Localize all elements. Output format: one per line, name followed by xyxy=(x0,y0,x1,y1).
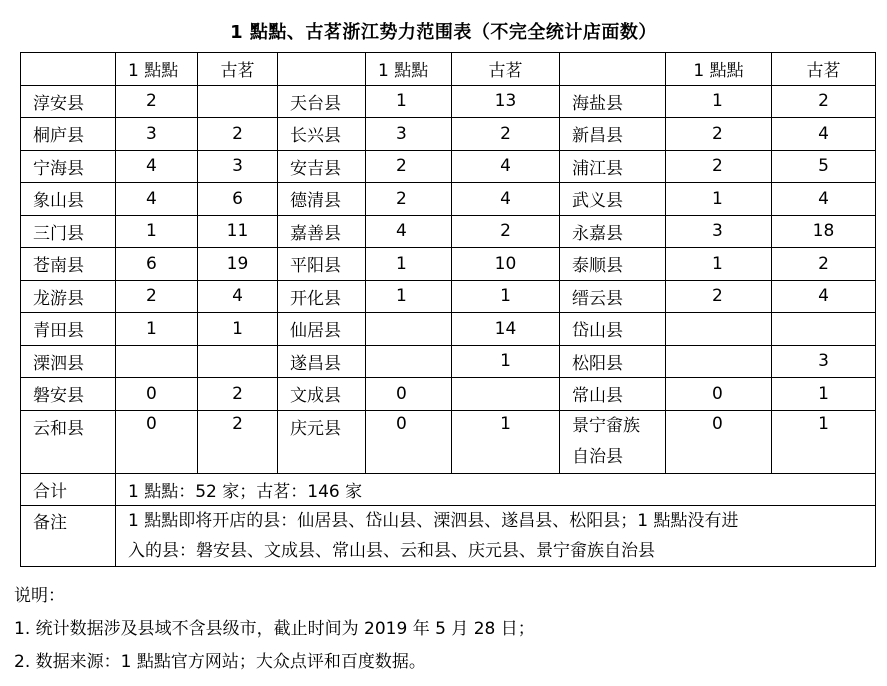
county-cell: 海盐县 xyxy=(560,85,666,118)
count-cell: 2 xyxy=(772,85,876,118)
notes-section xyxy=(14,580,535,679)
county-cell: 岱山县 xyxy=(560,313,666,346)
count-cell: 11 xyxy=(198,215,278,248)
total-value: 1 點點：52 家；古茗：146 家 xyxy=(116,473,876,506)
count-cell: 4 xyxy=(452,150,560,183)
count-cell: 4 xyxy=(772,183,876,216)
header-cell: 1 點點 xyxy=(116,53,198,86)
notes-heading: 说明： xyxy=(14,586,65,606)
county-cell: 武义县 xyxy=(560,183,666,216)
county-cell: 三门县 xyxy=(21,215,116,248)
count-cell: 4 xyxy=(366,215,452,248)
header-cell xyxy=(21,53,116,86)
county-cell: 浦江县 xyxy=(560,150,666,183)
count-cell: 2 xyxy=(666,280,772,313)
count-cell: 4 xyxy=(198,280,278,313)
header-cell xyxy=(560,53,666,86)
county-cell: 德清县 xyxy=(278,183,366,216)
count-cell: 6 xyxy=(198,183,278,216)
remark-label: 备注 xyxy=(21,506,116,567)
count-cell: 2 xyxy=(198,410,278,473)
count-cell: 3 xyxy=(666,215,772,248)
count-cell xyxy=(666,345,772,378)
count-cell: 4 xyxy=(772,280,876,313)
count-cell: 1 xyxy=(198,313,278,346)
count-cell xyxy=(366,345,452,378)
note-item: 2. 数据来源：1 點點官方网站；大众点评和百度数据。 xyxy=(14,652,426,672)
table-row xyxy=(21,248,876,281)
county-cell: 长兴县 xyxy=(278,118,366,151)
note-item: 1. 统计数据涉及县域不含县级市，截止时间为 2019 年 5 月 28 日； xyxy=(14,619,535,639)
county-cell: 嘉善县 xyxy=(278,215,366,248)
county-name-line: 自治县 xyxy=(572,446,623,467)
count-cell: 2 xyxy=(666,150,772,183)
count-cell: 10 xyxy=(452,248,560,281)
county-cell: 永嘉县 xyxy=(560,215,666,248)
county-cell: 桐庐县 xyxy=(21,118,116,151)
count-cell: 2 xyxy=(198,118,278,151)
county-name-line: 景宁畲族 xyxy=(572,415,640,436)
count-cell: 1 xyxy=(772,410,876,473)
count-cell xyxy=(772,313,876,346)
count-cell: 3 xyxy=(772,345,876,378)
header-cell xyxy=(278,53,366,86)
count-cell: 1 xyxy=(366,280,452,313)
count-cell: 1 xyxy=(666,85,772,118)
county-cell: 安吉县 xyxy=(278,150,366,183)
count-cell: 3 xyxy=(366,118,452,151)
header-cell: 1 點點 xyxy=(366,53,452,86)
county-cell: 常山县 xyxy=(560,378,666,411)
table-row xyxy=(21,378,876,411)
county-cell: 苍南县 xyxy=(21,248,116,281)
county-cell: 象山县 xyxy=(21,183,116,216)
count-cell xyxy=(198,345,278,378)
county-cell: 龙游县 xyxy=(21,280,116,313)
county-cell: 开化县 xyxy=(278,280,366,313)
count-cell xyxy=(366,313,452,346)
remark-value xyxy=(116,506,876,567)
count-cell: 2 xyxy=(198,378,278,411)
table-row xyxy=(21,150,876,183)
count-cell: 1 xyxy=(116,313,198,346)
count-cell: 1 xyxy=(772,378,876,411)
count-cell: 4 xyxy=(452,183,560,216)
count-cell: 2 xyxy=(772,248,876,281)
county-cell: 文成县 xyxy=(278,378,366,411)
county-cell: 云和县 xyxy=(21,410,116,473)
count-cell: 0 xyxy=(666,378,772,411)
county-cell: 庆元县 xyxy=(278,410,366,473)
county-cell: 淳安县 xyxy=(21,85,116,118)
count-cell: 0 xyxy=(666,410,772,473)
count-cell: 3 xyxy=(198,150,278,183)
count-cell: 0 xyxy=(366,410,452,473)
county-cell: 新昌县 xyxy=(560,118,666,151)
county-cell: 泰顺县 xyxy=(560,248,666,281)
count-cell: 4 xyxy=(116,150,198,183)
remark-row xyxy=(21,506,876,567)
count-cell: 2 xyxy=(116,280,198,313)
county-cell: 平阳县 xyxy=(278,248,366,281)
header-cell: 古茗 xyxy=(198,53,278,86)
table-title: 1 點點、古茗浙江势力范围表（不完全统计店面数） xyxy=(230,22,657,43)
table-row xyxy=(21,345,876,378)
count-cell: 2 xyxy=(116,85,198,118)
count-cell: 2 xyxy=(366,150,452,183)
count-cell xyxy=(666,313,772,346)
count-cell xyxy=(452,378,560,411)
count-cell: 19 xyxy=(198,248,278,281)
count-cell: 2 xyxy=(366,183,452,216)
count-cell: 0 xyxy=(366,378,452,411)
header-cell: 古茗 xyxy=(772,53,876,86)
county-cell: 宁海县 xyxy=(21,150,116,183)
header-cell: 1 點點 xyxy=(666,53,772,86)
county-cell: 缙云县 xyxy=(560,280,666,313)
count-cell: 1 xyxy=(452,410,560,473)
county-cell: 溧泗县 xyxy=(21,345,116,378)
county-cell: 青田县 xyxy=(21,313,116,346)
count-cell xyxy=(116,345,198,378)
count-cell: 18 xyxy=(772,215,876,248)
table-row xyxy=(21,118,876,151)
count-cell: 1 xyxy=(452,345,560,378)
stores-table xyxy=(20,52,876,567)
county-cell: 遂昌县 xyxy=(278,345,366,378)
header-row xyxy=(21,53,876,86)
county-cell: 天台县 xyxy=(278,85,366,118)
county-cell: 磐安县 xyxy=(21,378,116,411)
count-cell: 2 xyxy=(452,215,560,248)
count-cell: 4 xyxy=(116,183,198,216)
county-cell: 仙居县 xyxy=(278,313,366,346)
count-cell: 1 xyxy=(666,248,772,281)
count-cell: 0 xyxy=(116,410,198,473)
remark-line: 入的县：磐安县、文成县、常山县、云和县、庆元县、景宁畲族自治县 xyxy=(128,541,655,561)
count-cell: 5 xyxy=(772,150,876,183)
total-label: 合计 xyxy=(21,473,116,506)
count-cell xyxy=(198,85,278,118)
count-cell: 1 xyxy=(366,85,452,118)
county-cell: 松阳县 xyxy=(560,345,666,378)
count-cell: 1 xyxy=(452,280,560,313)
table-row xyxy=(21,85,876,118)
count-cell: 14 xyxy=(452,313,560,346)
table-row xyxy=(21,313,876,346)
table-row xyxy=(21,183,876,216)
county-cell xyxy=(560,410,666,473)
total-row xyxy=(21,473,876,506)
table-row xyxy=(21,280,876,313)
table-row xyxy=(21,215,876,248)
count-cell: 0 xyxy=(116,378,198,411)
count-cell: 1 xyxy=(666,183,772,216)
count-cell: 2 xyxy=(452,118,560,151)
count-cell: 6 xyxy=(116,248,198,281)
count-cell: 2 xyxy=(666,118,772,151)
count-cell: 13 xyxy=(452,85,560,118)
count-cell: 1 xyxy=(366,248,452,281)
count-cell: 1 xyxy=(116,215,198,248)
count-cell: 4 xyxy=(772,118,876,151)
remark-line: 1 點點即将开店的县：仙居县、岱山县、溧泗县、遂昌县、松阳县；1 點點没有进 xyxy=(128,511,739,531)
header-cell: 古茗 xyxy=(452,53,560,86)
table-row xyxy=(21,410,876,473)
count-cell: 3 xyxy=(116,118,198,151)
